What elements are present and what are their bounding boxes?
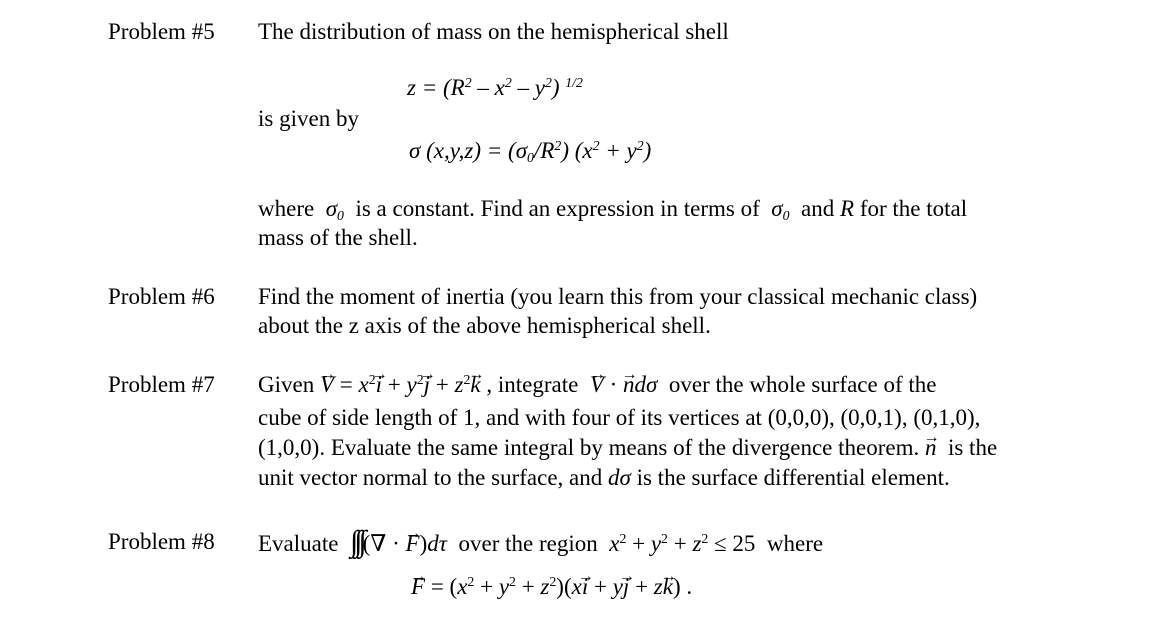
problem-5-label: Problem #5 [108,19,215,44]
problem-7-text-4: unit vector normal to the surface, and dσ is the surface differential element. [258,465,950,490]
problem-5-given-text: is given by [258,106,359,131]
problem-6-text-1: Find the moment of inertia (you learn this from your classical mechanic class) [258,284,978,309]
problem-5-text-1: The distribution of mass on the hemispherical shell [258,19,729,44]
problem-6-label: Problem #6 [108,284,215,309]
problem-8-equation: → $F = (x^2 + y^2 + z^2)(x\to i + y\to j + z\to k)$ . [411,572,692,601]
problem-6-text-2: about the z axis of the above hemispherical shell. [258,313,711,338]
problem-8-text-1: Evaluate ∫∫∫(∇ · → F)dτ over the region $x^2 + y^2 + z^2 \le 25$ where [258,527,823,558]
problem-7-text-3: (1,0,0). Evaluate the same integral by means of the divergence theorem. → n is the [258,433,997,462]
problem-7-label: Problem #7 [108,372,215,397]
problem-8-label: Problem #8 [108,529,215,554]
problem-7-text-2: cube of side length of 1, and with four of its vertices at (0,0,0), (0,0,1), (0,1,0), [258,405,981,430]
problem-5-equation-1: $z = (R^2 - x^2 - y^2)$ $^{1/2}$ [407,75,583,100]
problem-5-equation-2: σ $(x,y,z) = (\sigma_0/R^2) (x^2 + y^2)$ [409,138,652,166]
problem-5-text-2: where $\sigma_0$ is a constant. Find an expression in terms of $\sigma_0$ and R for the total [258,196,968,224]
problem-5-text-3: mass of the shell. [258,225,418,250]
problem-7-text-1: Given → $V = x^2\to i + y^2\to j + z^2\to k$ , integrate → V · → ndσ over the whole surface of the [258,370,936,399]
